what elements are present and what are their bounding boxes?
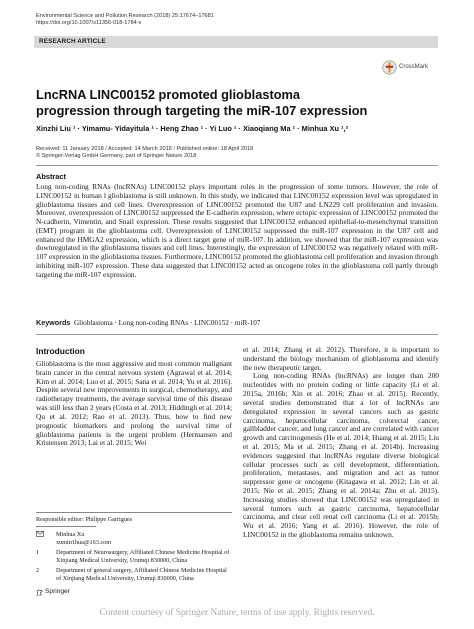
crossmark-label: CrossMark xyxy=(399,64,429,70)
footnote-divider xyxy=(36,526,96,527)
corresponding-email[interactable]: xumin1hua@163.com xyxy=(56,538,112,546)
doi-link[interactable]: https://doi.org/10.1007/s11356-018-1784-x xyxy=(36,20,142,26)
introduction-left-column: Glioblastoma is the most aggressive and most common malignant brain cancer in the central nervous system (Agrawal et al. 2014; Kim et al. 2014; Luo et al. 2015; Sana et al. 2014; Yu et al. 2016). Despite several new improvements in surgical, chemotherapy, and radiotherapy treatments, the average survival time of this disease was still less than 2 years (Costa et al. 2013; Hiddingh et al. 2014; Qu et al. 2012; Rao et al. 2013). Thus, how to find new prognostic biomarkers and prolong the survival time of glioblastoma patients is the urgent problem (Hermansen and Kristensen 2013; Lai et al. 2015; Wei xyxy=(36,359,232,448)
divider xyxy=(36,165,438,166)
intro-paragraph-1: et al. 2014; Zhang et al. 2012). Therefore, it is important to understand the biology mechanism of glioblastoma and identify the new therapeutic target. xyxy=(243,345,439,372)
affiliation-1-mark: 1 xyxy=(36,549,40,556)
affiliation-2 xyxy=(36,567,232,583)
affiliation-2-mark: 2 xyxy=(36,567,40,574)
keywords xyxy=(36,318,438,328)
publisher-name: Springer xyxy=(45,588,70,595)
affiliation-1-text: Department of Neurosurgery, Affiliated Chinese Medicine Hospital of Xinjiang Medical University, Urumqi 830000, China xyxy=(56,549,230,564)
article-title: LncRNA LINC00152 promoted glioblastoma progression through targeting the miR-107 expression xyxy=(36,87,368,118)
keywords-list: Glioblastoma · Long non-coding RNAs · LINC00152 · miR-107 xyxy=(73,319,261,327)
introduction-heading: Introduction xyxy=(36,346,85,356)
journal-citation: Environmental Science and Pollution Research (2018) 25:17674–17681 xyxy=(36,13,214,19)
journal-info xyxy=(36,13,436,27)
usage-watermark: Content courtesy of Springer Nature, terms of use apply. Rights reserved. xyxy=(99,608,375,618)
corresponding-author xyxy=(36,531,232,547)
crossmark-badge[interactable] xyxy=(382,60,442,76)
author-list: Xinzhi Liu ¹ · Yimamu- Yidayitula ¹ · Heng Zhao ¹ · Yi Luo ¹ · Xiaoqiang Ma ¹ · Minhua Xu ¹,² xyxy=(36,124,349,133)
affiliation-2-text: Department of general surgery, Affiliated Chinese Medicine Hospital of Xinjiang Medical University, Urumqi 830000, China xyxy=(56,567,227,582)
article-type-banner xyxy=(34,36,438,48)
abstract-text: Long non-coding RNAs (lncRNAs) LINC00152 plays important roles in the progression of some tumors. However, the role of LINC00152 in human l glioblastoma is still unknown. In this study, we indicated that LINC00152 expression level was upregulated in glioblastoma tissues and cell lines. Overexpression of LINC00152 promoted the U87 and LN229 cell proliferation and invasion. Moreover, overexpression of LINC00152 suppressed the E-cadherin expression, where ectopic expression of LINC00152 promoted the N-cadherin, Vimentin, and Snail expression. These results suggested that LINC00152 enhanced epithelial-to-mesenchymal transition (EMT) program in the glioblastoma cell. Overexpression of LINC00152 suppressed the miR-107 expression in the U87 cell and enhanced the HMGA2 expression, which is a direct target gene of miR-107. In addition, we showed that the miR-107 expression was downregulated in the glioblastoma tissues and cell lines. Interestingly, the expression of LINC00152 was negatively related with miR-107 expression in the glioblastoma tissues. Furthermore, LINC00152 promoted the glioblastoma cell proliferation and invasion through inhibiting miR-107 expression. These data suggested that LINC00152 acted as oncogene roles in the glioblastoma cell partly through targeting the miR-107 expression. xyxy=(36,182,438,279)
abstract-heading: Abstract xyxy=(36,172,66,181)
copyright-line: © Springer-Verlag GmbH Germany, part of Springer Nature 2018 xyxy=(36,153,197,160)
intro-paragraph-2: Long non-coding RNAs (lncRNAs) are longer than 200 nucleotides with no protein coding or little capacity (Li et al. 2015a, 2016b; Xin et al. 2016; Zhao et al. 2015). Recently, several studies demonstrated that a lot of lncRNAs are deregulated expression in several cancers such as gastric carcinoma, hepatocellular carcinoma, colorectal cancer, gallbladder cancer, and lung cancer and are correlated with cancer growth and carcinogenesis (He et al. 2014; Huang et al. 2015; Liu et al. 2015; Ma et al. 2015; Zhang et al. 2014b). Increasing evidences suggested that lncRNAs regulate diverse biological cellular processes such as cell development, differentiation, proliferation, metastases, and migration and act as tumor suppressor gene or oncogene (Kitagawa et al. 2012; Lin et al. 2015; Nie et al. 2015; Zhang et al. 2014a; Zhu et al. 2015). Increasing studies showed that LINC00152 was upregulated in several tumors such as gastric carcinoma, hepatocellular carcinoma, and clear cell renal cell carcinoma (Li et al. 2015b; Wu et al. 2016; Yang et al. 2016). However, the role of LINC00152 in the glioblastoma remains unknown. xyxy=(243,371,439,540)
footnote-divider xyxy=(36,512,232,513)
introduction-right-column xyxy=(243,346,439,540)
envelope-icon xyxy=(36,531,44,537)
affiliation-1 xyxy=(36,549,232,565)
received-line: Received: 11 January 2018 / Accepted: 14 March 2018 / Published online: 18 April 2018 xyxy=(36,146,254,152)
publication-dates xyxy=(36,146,436,161)
keywords-label: Keywords xyxy=(36,318,71,327)
article-type-label: RESEARCH ARTICLE xyxy=(39,38,106,45)
corresponding-name: Minhua Xu xyxy=(56,531,85,538)
springer-horse-icon xyxy=(36,589,43,596)
publisher-logo xyxy=(36,588,96,598)
crossmark-icon xyxy=(382,60,397,75)
responsible-editor: Responsible editor: Philippe Garrigues xyxy=(36,516,133,523)
divider xyxy=(36,334,438,335)
